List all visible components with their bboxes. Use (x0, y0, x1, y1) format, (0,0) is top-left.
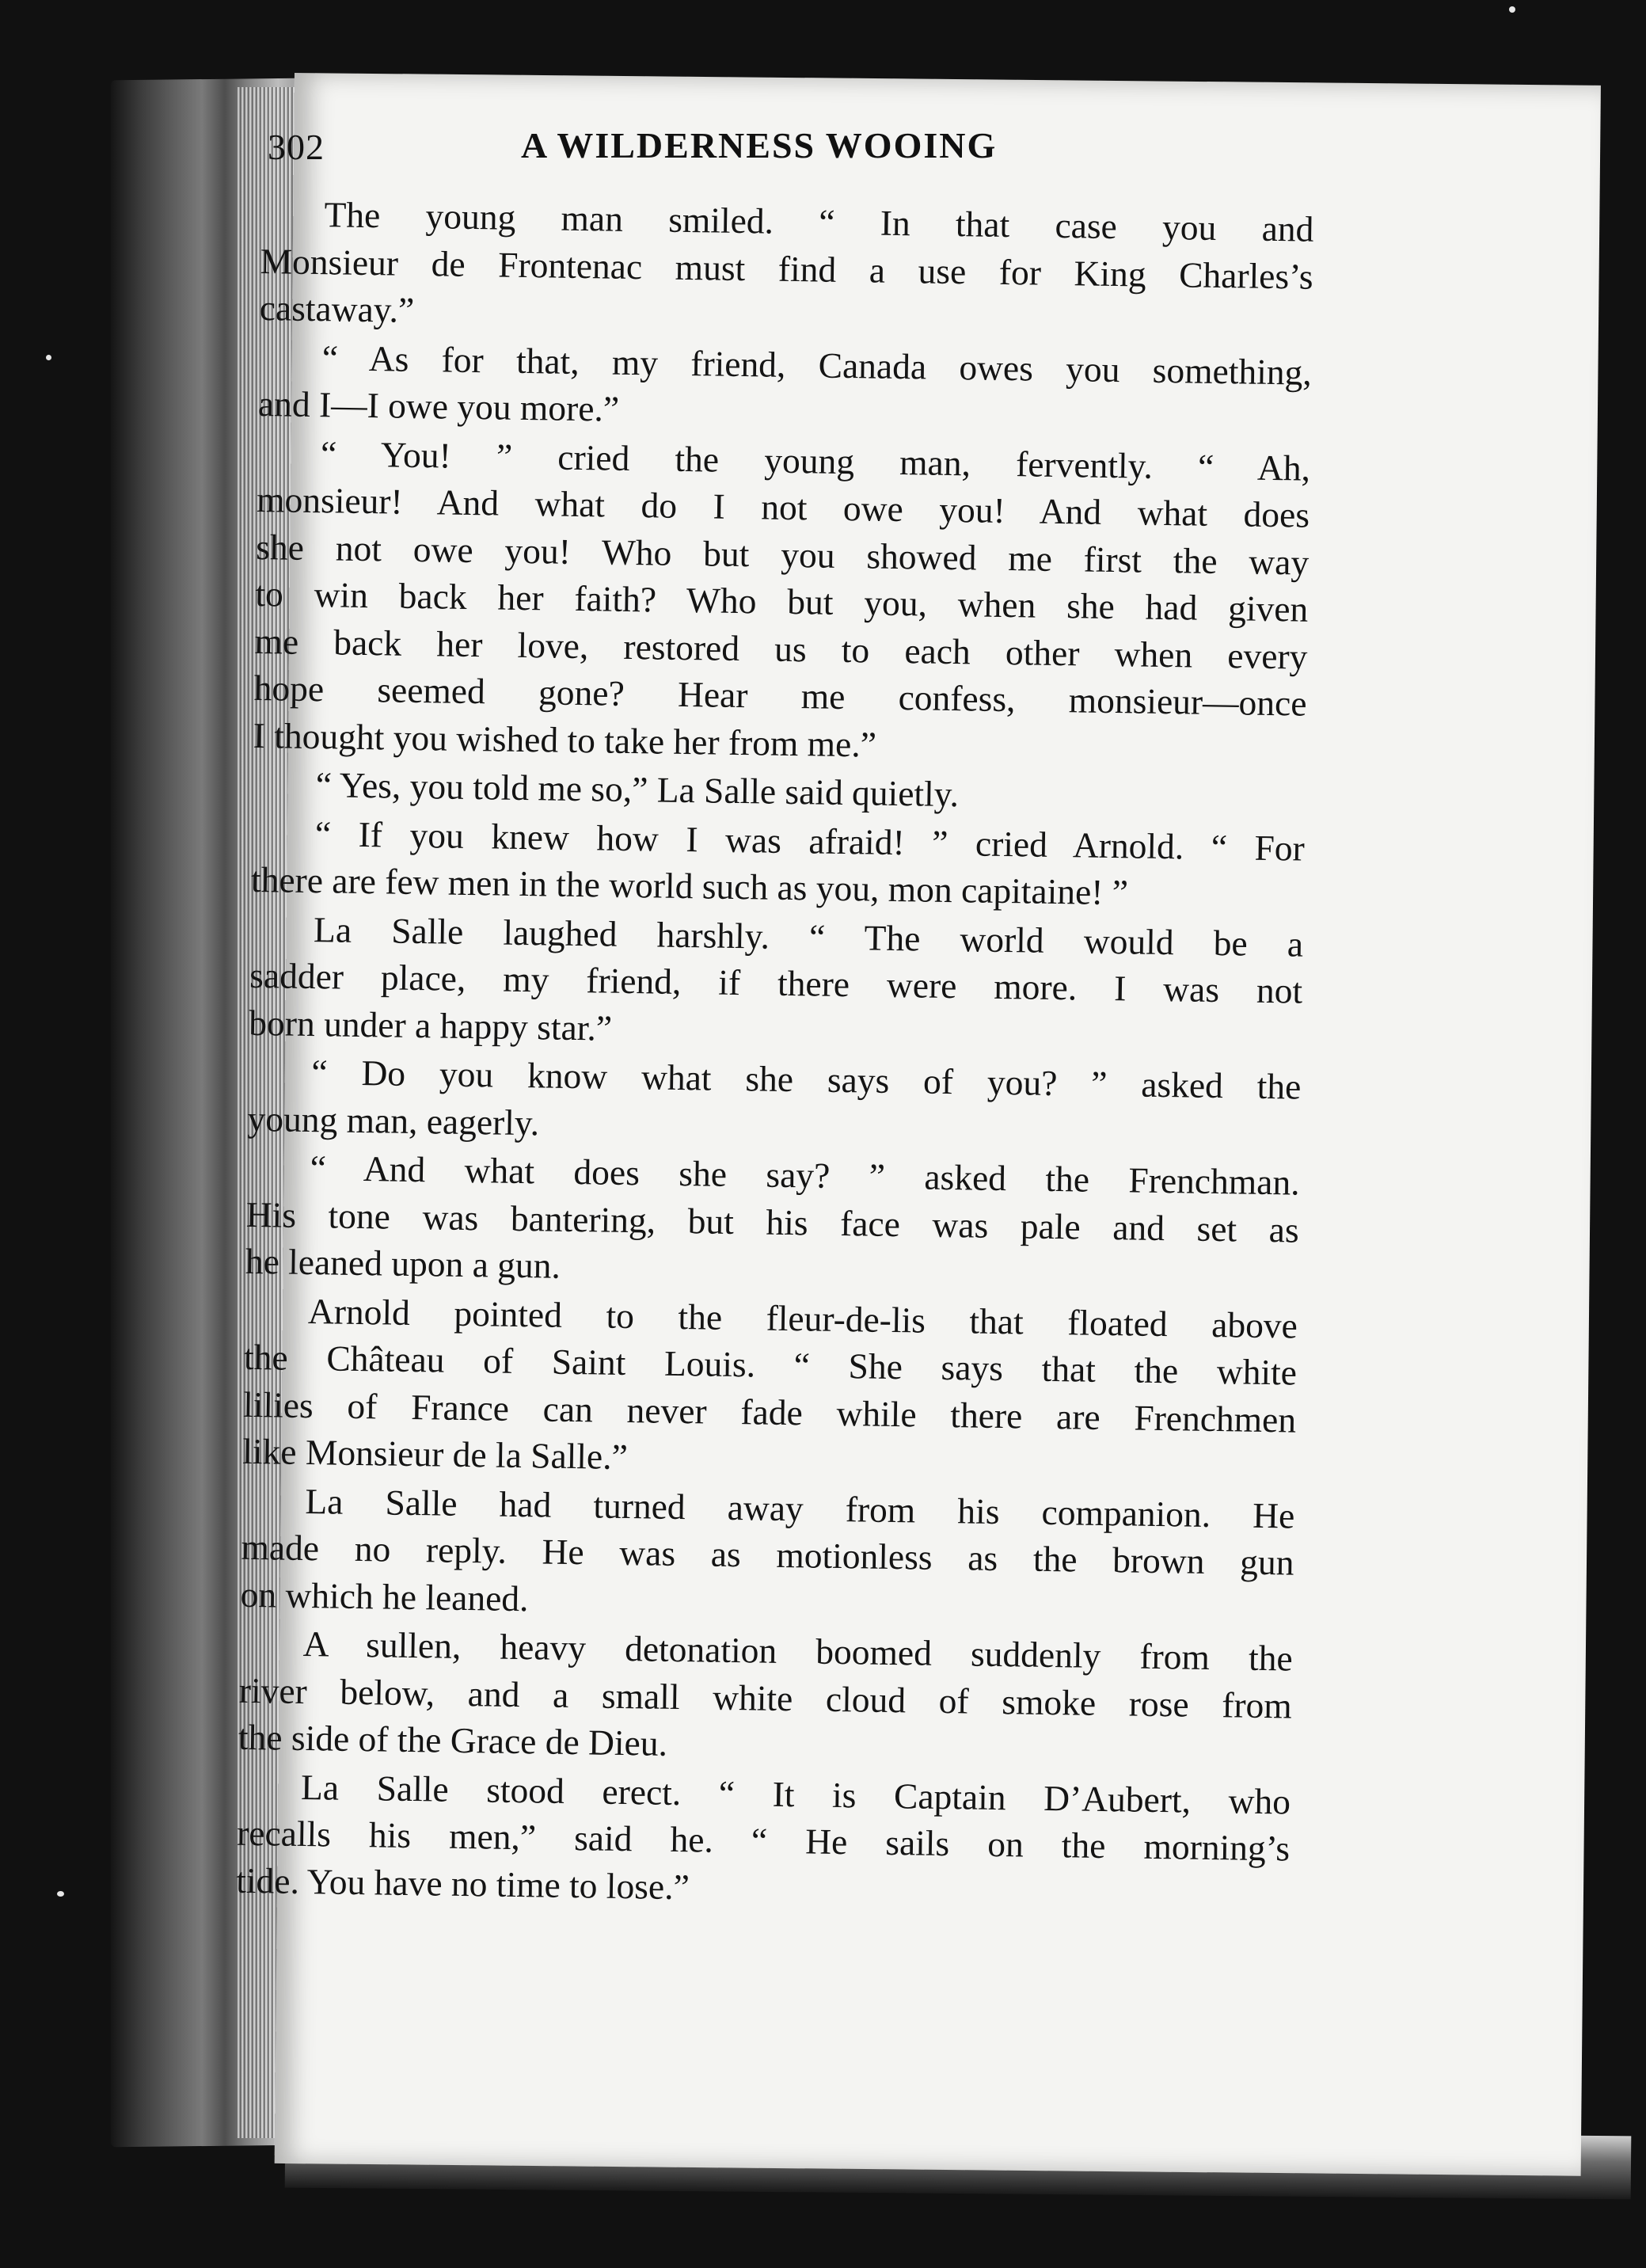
dust-speck (1509, 6, 1515, 13)
paragraph (258, 333, 1313, 443)
text-line: His tone was bantering, but his face was pale and set as (245, 1193, 1300, 1250)
text-line: he leaned upon a gun. (245, 1240, 561, 1286)
text-line: “ If you knew how I was afraid! ” cried Arnold. “ For (314, 812, 1306, 869)
text-line: like Monsieur de la Salle.” (241, 1430, 629, 1478)
page-header (268, 124, 1321, 188)
paragraph (249, 904, 1304, 1061)
text-line: young man, eagerly. (247, 1098, 540, 1143)
text-line: “ And what does she say? ” asked the Frenchman. (310, 1147, 1300, 1203)
text-line: river below, and a small white cloud of smoke rose from (238, 1669, 1293, 1726)
text-line: and I—I owe you more.” (257, 382, 620, 429)
text-line: the Château of Saint Louis. “ She says that the white (243, 1336, 1298, 1393)
text-line: monsieur! And what do I not owe you! And what does (256, 478, 1310, 535)
text-line: Arnold pointed to the fleur-de-lis that floated above (307, 1290, 1298, 1346)
paragraph (242, 1286, 1298, 1490)
text-line: sadder place, my friend, if there were more. I was not (249, 954, 1303, 1011)
text-line: “ As for that, my friend, Canada owes you something, (321, 337, 1313, 393)
text-line: born under a happy star.” (249, 1002, 613, 1048)
paragraph (253, 428, 1310, 774)
text-line: recalls his men,” said he. “ He sails on the morning’s (236, 1812, 1291, 1869)
text-line: castaway.” (259, 287, 415, 330)
paragraph (238, 1619, 1294, 1776)
text-line: the side of the Grace de Dieu. (238, 1716, 668, 1764)
text-line: “ Do you know what she says of you? ” asked the (311, 1052, 1302, 1107)
text-line: Monsieur de Frontenac must find a use for King Charles’s (260, 240, 1313, 297)
paragraph (259, 190, 1314, 347)
text-line: there are few men in the world such as you, mon capitaine! ” (250, 858, 1129, 913)
text-line: she not owe you! Who but you showed me first the way (255, 526, 1310, 583)
text-line: La Salle stood erect. “ It is Captain D’Aubert, who (300, 1766, 1291, 1822)
paragraph (251, 809, 1306, 919)
paragraph (236, 1762, 1291, 1919)
text-line: La Salle had turned away from his companion. He (305, 1480, 1295, 1536)
text-line: tide. You have no time to lose.” (235, 1859, 690, 1907)
running-title: A WILDERNESS WOOING (521, 125, 998, 166)
text-line: The young man smiled. “ In that case you and (324, 194, 1314, 249)
text-line: La Salle laughed harshly. “ The world would be a (313, 908, 1304, 965)
text-line: I thought you wished to take her from me.” (253, 714, 877, 765)
paragraph (247, 1048, 1302, 1158)
text-line: hope seemed gone? Hear me confess, monsieur—once (253, 667, 1307, 724)
text-line: “ You! ” cried the young man, fervently. “ Ah, (320, 432, 1311, 489)
text-line: A sullen, heavy detonation boomed suddenly from the (302, 1623, 1294, 1679)
body-text (236, 190, 1314, 1919)
paragraph (240, 1476, 1295, 1633)
page-number: 302 (268, 127, 325, 167)
dust-speck (57, 1891, 64, 1897)
text-line: on which he leaned. (240, 1574, 529, 1619)
text-line: lilies of France can never fade while there are Frenchmen (242, 1383, 1297, 1440)
text-line: me back her love, restored us to each other when every (254, 620, 1308, 677)
text-line: made no reply. He was as motionless as the brown gun (241, 1526, 1294, 1583)
text-line: to win back her faith? Who but you, when she had given (255, 573, 1309, 630)
text-line: “ Yes, you told me so,” La Salle said quietly. (315, 764, 960, 815)
dust-speck (46, 355, 51, 360)
paragraph (245, 1144, 1300, 1300)
